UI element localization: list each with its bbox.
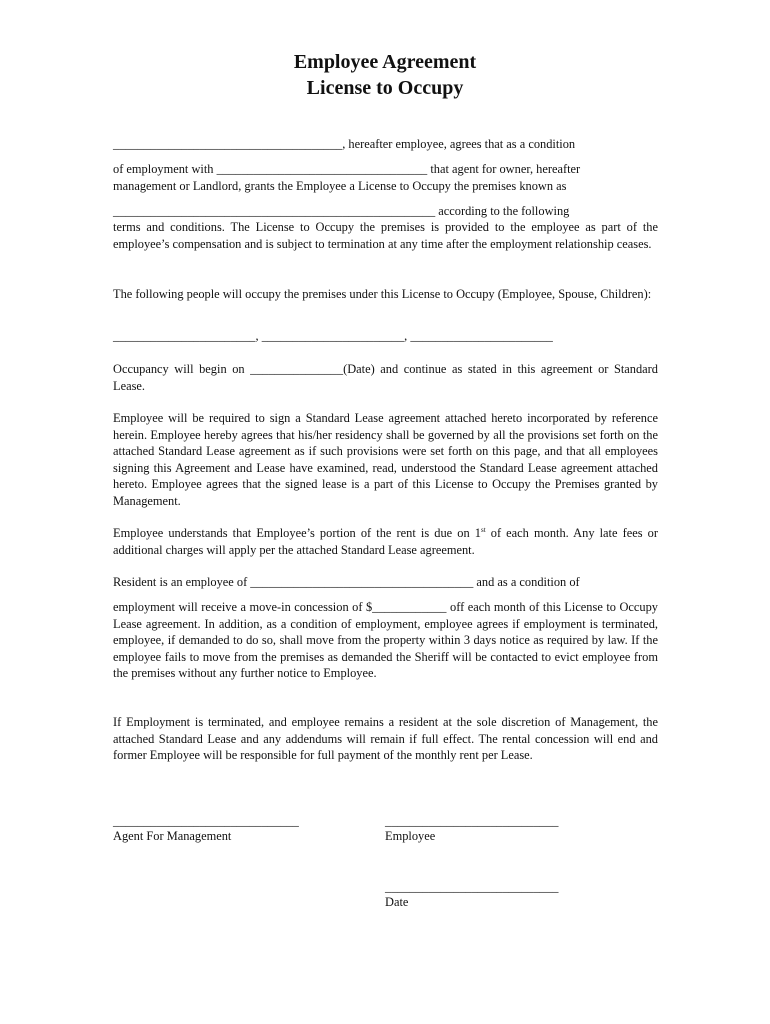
employee-signature-label: Employee [385, 829, 436, 843]
rent-due-ordinal: st [480, 525, 486, 534]
occupancy-start-paragraph: Occupancy will begin on _______________(Date) and continue as stated in this agreement or Standard Lease. [113, 362, 658, 393]
concession-paragraph: employment will receive a move-in concession of $____________ off each month of this License to Occupy Lease agreement. In addition, as a condition of employment, employee agrees if employment is terminated, employee, if demanded to do so, shall move from the property within 3 days notice as required by law. If the employee fails to move from the premises as demanded the Sheriff will be contacted to evict employee from the premises without any further notice to Employee. [113, 600, 658, 681]
rent-due-text-b: of each month. Any late fees or additional charges will apply per the attached Standard Lease agreement. [113, 526, 658, 557]
employee-signature-line: ____________________________ [385, 814, 559, 828]
occupants-paragraph: The following people will occupy the premises under this License to Occupy (Employee, Spouse, Children): [113, 287, 652, 301]
employment-clause-line2: management or Landlord, grants the Employee a License to Occupy the premises known as [113, 179, 567, 193]
rent-due-paragraph [113, 525, 658, 558]
agent-signature-line: ______________________________ [113, 814, 299, 828]
document-title-line1: Employee Agreement [293, 51, 477, 73]
termination-paragraph: If Employment is terminated, and employee remains a resident at the sole discretion of Management, the attached Standard Lease and any addendums will remain if full effect. The rental concession will end and former Employee will be responsible for full payment of the monthly rent per Lease. [113, 715, 658, 763]
agent-signature-label: Agent For Management [113, 829, 232, 843]
standard-lease-paragraph: Employee will be required to sign a Standard Lease agreement attached hereto incorporated by reference herein. Employee hereby agrees that his/her residency shall be governed by all the provisions set forth on the attached Standard Lease agreement as if such provisions were set forth on this page, and that all employees signing this Agreement and Lease have examined, read, understood the Standard Lease agreement attached hereto. Employee agrees that the signed lease is a part of this License to Occupy the Premises granted by Management. [113, 411, 658, 508]
employment-clause-line1: of employment with __________________________________ that agent for owner, hereafter [113, 162, 581, 176]
date-signature-line: ____________________________ [385, 880, 559, 894]
employee-name-clause: _____________________________________, hereafter employee, agrees that as a condition [113, 137, 576, 151]
premises-clause-terms: terms and conditions. The License to Occupy the premises is provided to the employee as part of the employee’s compensation and is subject to termination at any time after the employment relationship ceases. [113, 220, 658, 251]
document-title-line2: License to Occupy [306, 77, 464, 99]
date-signature-label: Date [385, 895, 409, 909]
occupants-blank-lines: _______________________, _______________________, _______________________ [113, 329, 553, 343]
resident-employer-clause: Resident is an employee of ____________________________________ and as a condition of [113, 575, 580, 589]
rent-due-text-a: Employee understands that Employee’s portion of the rent is due on 1 [113, 526, 481, 540]
premises-clause-line1: ____________________________________________________ according to the following [113, 204, 570, 218]
